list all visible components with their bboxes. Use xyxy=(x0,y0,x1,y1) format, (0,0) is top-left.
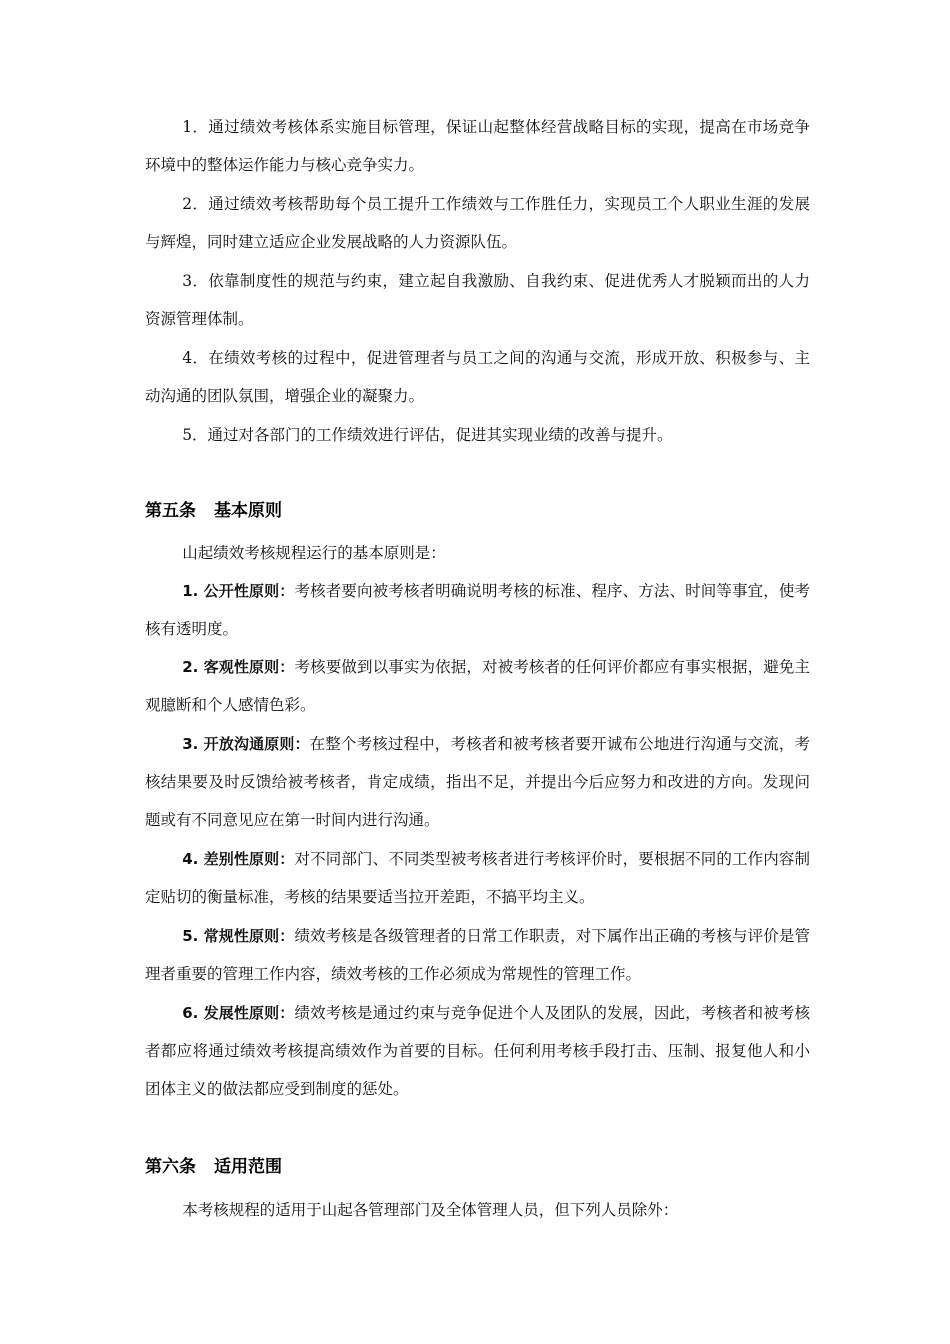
principle-1-label: 1. 公开性原则： xyxy=(182,582,295,600)
purpose-item-2: 2．通过绩效考核帮助每个员工提升工作绩效与工作胜任力，实现员工个人职业生涯的发展与辉煌，同时建立适应企业发展战略的人力资源队伍。 xyxy=(145,195,810,251)
principle-5-text: 绩效考核是各级管理者的日常工作职责，对下属作出正确的考核与评价是管理者重要的管理工作内容，绩效考核的工作必须成为常规性的管理工作。 xyxy=(145,927,810,983)
article-5-number: 第五条 xyxy=(145,501,196,521)
article-5-heading xyxy=(145,497,282,525)
article-6-number: 第六条 xyxy=(145,1157,196,1177)
purpose-item-1: 1．通过绩效考核体系实施目标管理，保证山起整体经营战略目标的实现，提高在市场竞争环境中的整体运作能力与核心竞争实力。 xyxy=(145,118,810,174)
purpose-item-5: 5．通过对各部门的工作绩效进行评估，促进其实现业绩的改善与提升。 xyxy=(182,426,673,444)
article-6-title: 适用范围 xyxy=(214,1157,282,1177)
principle-6-text: 绩效考核是通过约束与竞争促进个人及团队的发展，因此，考核者和被考核者都应将通过绩效考核提高绩效作为首要的目标。任何利用考核手段打击、压制、报复他人和小团体主义的做法都应受到制度的惩处。 xyxy=(145,1004,810,1098)
article-6-intro: 本考核规程的适用于山起各管理部门及全体管理人员，但下列人员除外： xyxy=(182,1201,679,1219)
article-5-intro: 山起绩效考核规程运行的基本原则是： xyxy=(182,544,446,562)
principle-3-label: 3. 开放沟通原则： xyxy=(182,735,310,753)
article-5-title: 基本原则 xyxy=(214,501,282,521)
principle-1-text: 考核者要向被考核者明确说明考核的标准、程序、方法、时间等事宜，使考核有透明度。 xyxy=(145,582,810,638)
purpose-item-4: 4．在绩效考核的过程中，促进管理者与员工之间的沟通与交流，形成开放、积极参与、主动沟通的团队氛围，增强企业的凝聚力。 xyxy=(145,349,810,405)
purpose-item-3: 3．依靠制度性的规范与约束，建立起自我激励、自我约束、促进优秀人才脱颖而出的人力资源管理体制。 xyxy=(145,272,810,328)
principle-2-text: 考核要做到以事实为依据，对被考核者的任何评价都应有事实根据，避免主观臆断和个人感情色彩。 xyxy=(145,658,810,714)
principle-4 xyxy=(145,840,810,916)
principle-4-label: 4. 差别性原则： xyxy=(182,850,295,868)
principle-2 xyxy=(145,648,810,724)
principle-3-text: 在整个考核过程中，考核者和被考核者要开诚布公地进行沟通与交流，考核结果要及时反馈给被考核者，肯定成绩，指出不足，并提出今后应努力和改进的方向。发现问题或有不同意见应在第一时间内进行沟通。 xyxy=(145,735,810,829)
principle-3 xyxy=(145,725,810,839)
principle-5 xyxy=(145,917,810,993)
article-6-heading xyxy=(145,1153,282,1181)
principle-4-text: 对不同部门、不同类型被考核者进行考核评价时，要根据不同的工作内容制定贴切的衡量标准，考核的结果要适当拉开差距，不搞平均主义。 xyxy=(145,850,810,906)
principle-5-label: 5. 常规性原则： xyxy=(182,927,295,945)
principle-1 xyxy=(145,572,810,648)
principle-2-label: 2. 客观性原则： xyxy=(182,658,295,676)
principle-6-label: 6. 发展性原则： xyxy=(182,1004,295,1022)
principle-6 xyxy=(145,994,810,1108)
